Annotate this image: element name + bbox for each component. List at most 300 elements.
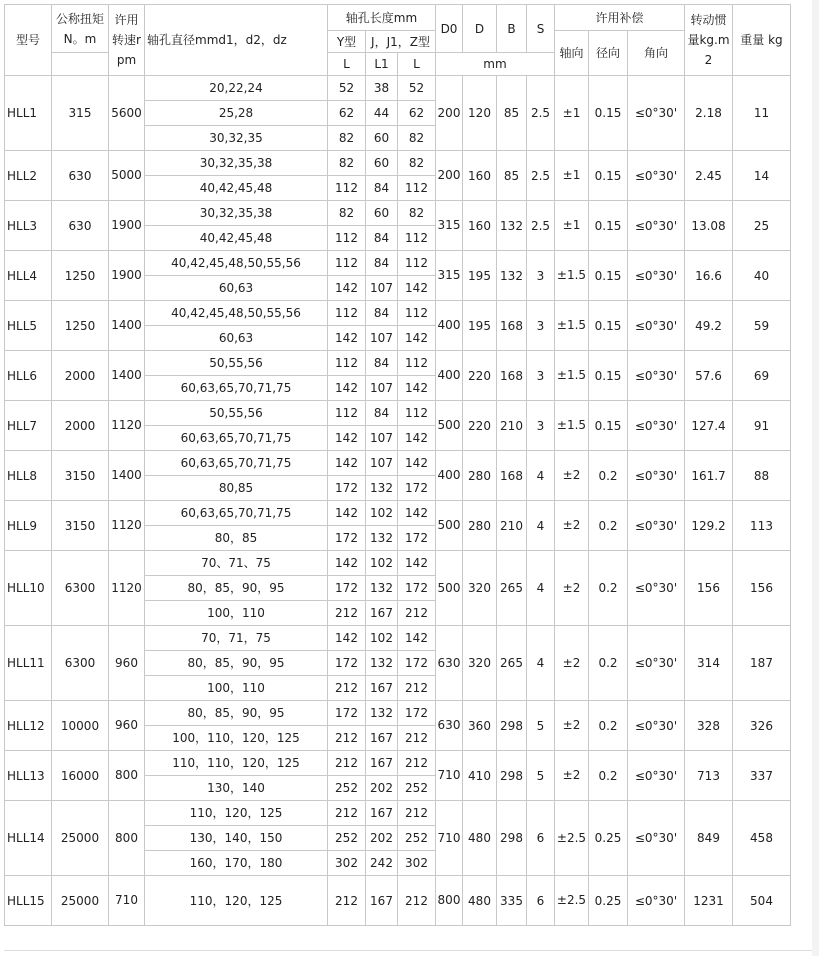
cell-d: 120 <box>463 76 497 151</box>
cell-speed: 1900 <box>109 251 145 301</box>
header-inertia: 转动惯量kg.m 2 <box>685 5 733 76</box>
cell-weight: 88 <box>733 451 791 501</box>
cell-bore: 40,42,45,48,50,55,56 <box>145 301 328 326</box>
cell-l1: 60 <box>366 151 398 176</box>
cell-axial: ±1 <box>555 76 589 151</box>
cell-model: HLL5 <box>5 301 52 351</box>
cell-l1: 132 <box>366 476 398 501</box>
cell-s: 4 <box>527 551 555 626</box>
cell-s: 3 <box>527 301 555 351</box>
cell-radial: 0.2 <box>589 626 628 701</box>
cell-speed: 1400 <box>109 351 145 401</box>
cell-inertia: 49.2 <box>685 301 733 351</box>
cell-d0: 800 <box>436 876 463 926</box>
cell-model: HLL10 <box>5 551 52 626</box>
cell-inertia: 849 <box>685 801 733 876</box>
cell-j-l: 112 <box>398 351 436 376</box>
cell-y-l: 62 <box>328 101 366 126</box>
cell-weight: 504 <box>733 876 791 926</box>
cell-l1: 167 <box>366 751 398 776</box>
cell-y-l: 142 <box>328 451 366 476</box>
cell-y-l: 252 <box>328 826 366 851</box>
cell-angular: ≤0°30' <box>628 551 685 626</box>
table-row <box>5 451 791 476</box>
spec-table-container <box>4 4 791 926</box>
cell-l1: 132 <box>366 651 398 676</box>
cell-j-l: 82 <box>398 201 436 226</box>
cell-y-l: 172 <box>328 576 366 601</box>
cell-l1: 202 <box>366 776 398 801</box>
cell-b: 85 <box>497 76 527 151</box>
table-row <box>5 151 791 176</box>
cell-weight: 337 <box>733 751 791 801</box>
cell-axial: ±1 <box>555 151 589 201</box>
header-j-type: J，J1，Z型 <box>366 31 436 53</box>
cell-s: 4 <box>527 451 555 501</box>
cell-axial: ±1.5 <box>555 401 589 451</box>
cell-s: 2.5 <box>527 76 555 151</box>
cell-d0: 315 <box>436 251 463 301</box>
cell-radial: 0.2 <box>589 751 628 801</box>
cell-bore: 130，140 <box>145 776 328 801</box>
cell-axial: ±1.5 <box>555 251 589 301</box>
cell-l1: 84 <box>366 301 398 326</box>
cell-model: HLL6 <box>5 351 52 401</box>
cell-speed: 800 <box>109 751 145 801</box>
table-row <box>5 751 791 776</box>
cell-radial: 0.15 <box>589 351 628 401</box>
cell-y-l: 212 <box>328 676 366 701</box>
cell-s: 4 <box>527 626 555 701</box>
cell-radial: 0.15 <box>589 301 628 351</box>
cell-inertia: 16.6 <box>685 251 733 301</box>
cell-d0: 400 <box>436 351 463 401</box>
cell-axial: ±2.5 <box>555 801 589 876</box>
cell-weight: 69 <box>733 351 791 401</box>
cell-radial: 0.2 <box>589 701 628 751</box>
cell-inertia: 129.2 <box>685 501 733 551</box>
cell-j-l: 142 <box>398 451 436 476</box>
cell-l1: 44 <box>366 101 398 126</box>
cell-angular: ≤0°30' <box>628 76 685 151</box>
cell-l1: 107 <box>366 326 398 351</box>
cell-speed: 960 <box>109 626 145 701</box>
cell-bore: 80，85，90，95 <box>145 576 328 601</box>
cell-b: 298 <box>497 701 527 751</box>
cell-j-l: 212 <box>398 801 436 826</box>
cell-y-l: 112 <box>328 351 366 376</box>
cell-d: 360 <box>463 701 497 751</box>
cell-angular: ≤0°30' <box>628 351 685 401</box>
cell-y-l: 52 <box>328 76 366 101</box>
cell-j-l: 112 <box>398 401 436 426</box>
cell-s: 5 <box>527 751 555 801</box>
cell-j-l: 142 <box>398 551 436 576</box>
cell-radial: 0.15 <box>589 251 628 301</box>
cell-inertia: 713 <box>685 751 733 801</box>
cell-j-l: 172 <box>398 651 436 676</box>
cell-torque: 16000 <box>52 751 109 801</box>
cell-d: 195 <box>463 301 497 351</box>
cell-bore: 25,28 <box>145 101 328 126</box>
cell-j-l: 52 <box>398 76 436 101</box>
cell-radial: 0.25 <box>589 876 628 926</box>
cell-model: HLL4 <box>5 251 52 301</box>
cell-bore: 60,63,65,70,71,75 <box>145 426 328 451</box>
cell-s: 3 <box>527 251 555 301</box>
cell-d: 410 <box>463 751 497 801</box>
cell-weight: 91 <box>733 401 791 451</box>
cell-inertia: 156 <box>685 551 733 626</box>
cell-axial: ±2 <box>555 501 589 551</box>
cell-l1: 107 <box>366 276 398 301</box>
cell-b: 265 <box>497 626 527 701</box>
cell-d0: 500 <box>436 401 463 451</box>
cell-bore: 20,22,24 <box>145 76 328 101</box>
cell-radial: 0.15 <box>589 201 628 251</box>
cell-angular: ≤0°30' <box>628 751 685 801</box>
cell-y-l: 142 <box>328 276 366 301</box>
cell-radial: 0.2 <box>589 551 628 626</box>
cell-y-l: 112 <box>328 401 366 426</box>
cell-j-l: 112 <box>398 176 436 201</box>
cell-j-l: 142 <box>398 276 436 301</box>
cell-j-l: 142 <box>398 501 436 526</box>
table-row <box>5 701 791 726</box>
table-row <box>5 626 791 651</box>
cell-y-l: 212 <box>328 601 366 626</box>
scrollbar-gutter <box>812 0 819 956</box>
cell-b: 265 <box>497 551 527 626</box>
cell-weight: 156 <box>733 551 791 626</box>
cell-angular: ≤0°30' <box>628 876 685 926</box>
cell-b: 132 <box>497 201 527 251</box>
cell-speed: 800 <box>109 801 145 876</box>
cell-speed: 5600 <box>109 76 145 151</box>
cell-l1: 107 <box>366 376 398 401</box>
table-row <box>5 401 791 426</box>
cell-bore: 80，85 <box>145 526 328 551</box>
cell-speed: 1400 <box>109 451 145 501</box>
cell-d0: 630 <box>436 626 463 701</box>
header-bore: 轴孔直径mmd1，d2，dz <box>145 5 328 76</box>
cell-bore: 60,63 <box>145 326 328 351</box>
header-l-j: L <box>398 53 436 76</box>
header-axial: 轴向 <box>555 31 589 76</box>
cell-d0: 200 <box>436 151 463 201</box>
cell-l1: 102 <box>366 626 398 651</box>
cell-bore: 80,85 <box>145 476 328 501</box>
cell-y-l: 112 <box>328 251 366 276</box>
cell-j-l: 82 <box>398 151 436 176</box>
cell-b: 168 <box>497 301 527 351</box>
cell-y-l: 172 <box>328 651 366 676</box>
cell-axial: ±2 <box>555 551 589 626</box>
header-s: S <box>527 5 555 53</box>
cell-bore: 30,32,35 <box>145 126 328 151</box>
cell-d0: 500 <box>436 551 463 626</box>
cell-b: 168 <box>497 451 527 501</box>
cell-angular: ≤0°30' <box>628 301 685 351</box>
cell-j-l: 172 <box>398 526 436 551</box>
cell-axial: ±2 <box>555 701 589 751</box>
cell-d: 160 <box>463 201 497 251</box>
cell-weight: 326 <box>733 701 791 751</box>
table-body <box>5 5 791 926</box>
cell-axial: ±2 <box>555 626 589 701</box>
cell-torque: 315 <box>52 76 109 151</box>
cell-model: HLL11 <box>5 626 52 701</box>
cell-torque: 6300 <box>52 626 109 701</box>
cell-d0: 710 <box>436 801 463 876</box>
cell-l1: 84 <box>366 176 398 201</box>
cell-speed: 1400 <box>109 301 145 351</box>
cell-model: HLL7 <box>5 401 52 451</box>
cell-j-l: 142 <box>398 626 436 651</box>
cell-torque: 2000 <box>52 401 109 451</box>
cell-model: HLL3 <box>5 201 52 251</box>
cell-bore: 80，85，90，95 <box>145 651 328 676</box>
cell-d0: 400 <box>436 451 463 501</box>
cell-angular: ≤0°30' <box>628 451 685 501</box>
cell-model: HLL8 <box>5 451 52 501</box>
cell-y-l: 142 <box>328 326 366 351</box>
cell-model: HLL1 <box>5 76 52 151</box>
cell-y-l: 82 <box>328 151 366 176</box>
table-row <box>5 301 791 326</box>
cell-j-l: 142 <box>398 326 436 351</box>
cell-bore: 60,63,65,70,71,75 <box>145 376 328 401</box>
cell-y-l: 142 <box>328 501 366 526</box>
cell-weight: 458 <box>733 801 791 876</box>
cell-y-l: 172 <box>328 476 366 501</box>
cell-l1: 132 <box>366 576 398 601</box>
cell-s: 3 <box>527 351 555 401</box>
cell-l1: 38 <box>366 76 398 101</box>
cell-d0: 710 <box>436 751 463 801</box>
cell-j-l: 252 <box>398 776 436 801</box>
header-d: D <box>463 5 497 53</box>
cell-angular: ≤0°30' <box>628 201 685 251</box>
cell-speed: 5000 <box>109 151 145 201</box>
cell-bore: 100，110，120，125 <box>145 726 328 751</box>
cell-j-l: 302 <box>398 851 436 876</box>
cell-j-l: 112 <box>398 301 436 326</box>
cell-j-l: 112 <box>398 251 436 276</box>
cell-y-l: 212 <box>328 801 366 826</box>
cell-y-l: 172 <box>328 526 366 551</box>
cell-axial: ±1.5 <box>555 351 589 401</box>
cell-bore: 100，110 <box>145 676 328 701</box>
cell-y-l: 112 <box>328 301 366 326</box>
cell-radial: 0.15 <box>589 151 628 201</box>
cell-model: HLL14 <box>5 801 52 876</box>
cell-j-l: 112 <box>398 226 436 251</box>
cell-axial: ±1 <box>555 201 589 251</box>
table-row <box>5 76 791 101</box>
header-model: 型号 <box>5 5 52 76</box>
header-radial: 径向 <box>589 31 628 76</box>
cell-s: 2.5 <box>527 201 555 251</box>
header-compensation: 许用补偿 <box>555 5 685 31</box>
cell-y-l: 142 <box>328 626 366 651</box>
cell-l1: 102 <box>366 551 398 576</box>
cell-y-l: 172 <box>328 701 366 726</box>
cell-j-l: 142 <box>398 376 436 401</box>
header-speed: 许用转速rpm <box>109 5 145 76</box>
header-l1: L1 <box>366 53 398 76</box>
cell-j-l: 172 <box>398 701 436 726</box>
cell-l1: 167 <box>366 726 398 751</box>
cell-b: 210 <box>497 401 527 451</box>
cell-torque: 1250 <box>52 251 109 301</box>
cell-speed: 1120 <box>109 551 145 626</box>
cell-y-l: 252 <box>328 776 366 801</box>
cell-bore: 110，120，125 <box>145 876 328 926</box>
header-b: B <box>497 5 527 53</box>
header-hub-length: 轴孔长度mm <box>328 5 436 31</box>
cell-bore: 30,32,35,38 <box>145 201 328 226</box>
cell-l1: 202 <box>366 826 398 851</box>
header-angular: 角向 <box>628 31 685 76</box>
cell-y-l: 212 <box>328 726 366 751</box>
table-row <box>5 201 791 226</box>
cell-model: HLL15 <box>5 876 52 926</box>
cell-angular: ≤0°30' <box>628 401 685 451</box>
cell-d0: 200 <box>436 76 463 151</box>
cell-speed: 960 <box>109 701 145 751</box>
cell-speed: 1900 <box>109 201 145 251</box>
cell-d: 280 <box>463 451 497 501</box>
cell-b: 298 <box>497 751 527 801</box>
cell-torque: 3150 <box>52 501 109 551</box>
cell-l1: 84 <box>366 251 398 276</box>
cell-j-l: 212 <box>398 601 436 626</box>
cell-d: 280 <box>463 501 497 551</box>
cell-speed: 1120 <box>109 401 145 451</box>
cell-l1: 84 <box>366 351 398 376</box>
cell-model: HLL13 <box>5 751 52 801</box>
table-row <box>5 876 791 926</box>
cell-radial: 0.15 <box>589 76 628 151</box>
cell-weight: 40 <box>733 251 791 301</box>
cell-bore: 40,42,45,48 <box>145 176 328 201</box>
cell-l1: 60 <box>366 201 398 226</box>
cell-j-l: 212 <box>398 676 436 701</box>
cell-angular: ≤0°30' <box>628 151 685 201</box>
cell-l1: 107 <box>366 426 398 451</box>
cell-l1: 167 <box>366 676 398 701</box>
cell-bore: 70，71，75 <box>145 626 328 651</box>
cell-weight: 14 <box>733 151 791 201</box>
cell-weight: 113 <box>733 501 791 551</box>
cell-bore: 50,55,56 <box>145 351 328 376</box>
header-d0: D0 <box>436 5 463 53</box>
bottom-divider <box>4 950 816 951</box>
cell-d: 220 <box>463 351 497 401</box>
cell-d: 480 <box>463 801 497 876</box>
cell-axial: ±2.5 <box>555 876 589 926</box>
cell-y-l: 82 <box>328 201 366 226</box>
cell-torque: 3150 <box>52 451 109 501</box>
cell-inertia: 57.6 <box>685 351 733 401</box>
cell-y-l: 142 <box>328 376 366 401</box>
cell-inertia: 127.4 <box>685 401 733 451</box>
cell-inertia: 13.08 <box>685 201 733 251</box>
cell-inertia: 328 <box>685 701 733 751</box>
cell-d: 480 <box>463 876 497 926</box>
cell-b: 298 <box>497 801 527 876</box>
header-l: L <box>328 53 366 76</box>
cell-s: 6 <box>527 801 555 876</box>
cell-j-l: 172 <box>398 576 436 601</box>
cell-bore: 130，140，150 <box>145 826 328 851</box>
cell-s: 6 <box>527 876 555 926</box>
cell-model: HLL9 <box>5 501 52 551</box>
cell-angular: ≤0°30' <box>628 801 685 876</box>
cell-speed: 710 <box>109 876 145 926</box>
cell-torque: 1250 <box>52 301 109 351</box>
cell-torque: 10000 <box>52 701 109 751</box>
cell-l1: 102 <box>366 501 398 526</box>
cell-l1: 60 <box>366 126 398 151</box>
cell-y-l: 142 <box>328 426 366 451</box>
cell-s: 2.5 <box>527 151 555 201</box>
cell-weight: 59 <box>733 301 791 351</box>
cell-weight: 187 <box>733 626 791 701</box>
cell-axial: ±2 <box>555 751 589 801</box>
cell-d0: 630 <box>436 701 463 751</box>
cell-b: 210 <box>497 501 527 551</box>
cell-torque: 6300 <box>52 551 109 626</box>
cell-bore: 60,63,65,70,71,75 <box>145 501 328 526</box>
cell-inertia: 314 <box>685 626 733 701</box>
cell-radial: 0.2 <box>589 451 628 501</box>
cell-b: 168 <box>497 351 527 401</box>
cell-j-l: 212 <box>398 726 436 751</box>
cell-j-l: 212 <box>398 876 436 926</box>
header-torque: 公称扭矩N。m <box>52 5 109 53</box>
cell-torque: 630 <box>52 201 109 251</box>
cell-y-l: 302 <box>328 851 366 876</box>
table-row <box>5 251 791 276</box>
cell-d: 160 <box>463 151 497 201</box>
cell-bore: 30,32,35,38 <box>145 151 328 176</box>
cell-d0: 500 <box>436 501 463 551</box>
cell-radial: 0.2 <box>589 501 628 551</box>
cell-j-l: 212 <box>398 751 436 776</box>
cell-angular: ≤0°30' <box>628 701 685 751</box>
table-row <box>5 501 791 526</box>
cell-weight: 25 <box>733 201 791 251</box>
cell-l1: 132 <box>366 526 398 551</box>
cell-bore: 80，85，90，95 <box>145 701 328 726</box>
cell-l1: 167 <box>366 876 398 926</box>
header-y-type: Y型 <box>328 31 366 53</box>
cell-j-l: 62 <box>398 101 436 126</box>
cell-d0: 315 <box>436 201 463 251</box>
cell-model: HLL12 <box>5 701 52 751</box>
cell-radial: 0.15 <box>589 401 628 451</box>
cell-bore: 50,55,56 <box>145 401 328 426</box>
cell-b: 85 <box>497 151 527 201</box>
cell-d: 220 <box>463 401 497 451</box>
cell-j-l: 252 <box>398 826 436 851</box>
cell-torque: 25000 <box>52 876 109 926</box>
cell-bore: 110，110，120，125 <box>145 751 328 776</box>
cell-d: 195 <box>463 251 497 301</box>
cell-l1: 84 <box>366 226 398 251</box>
